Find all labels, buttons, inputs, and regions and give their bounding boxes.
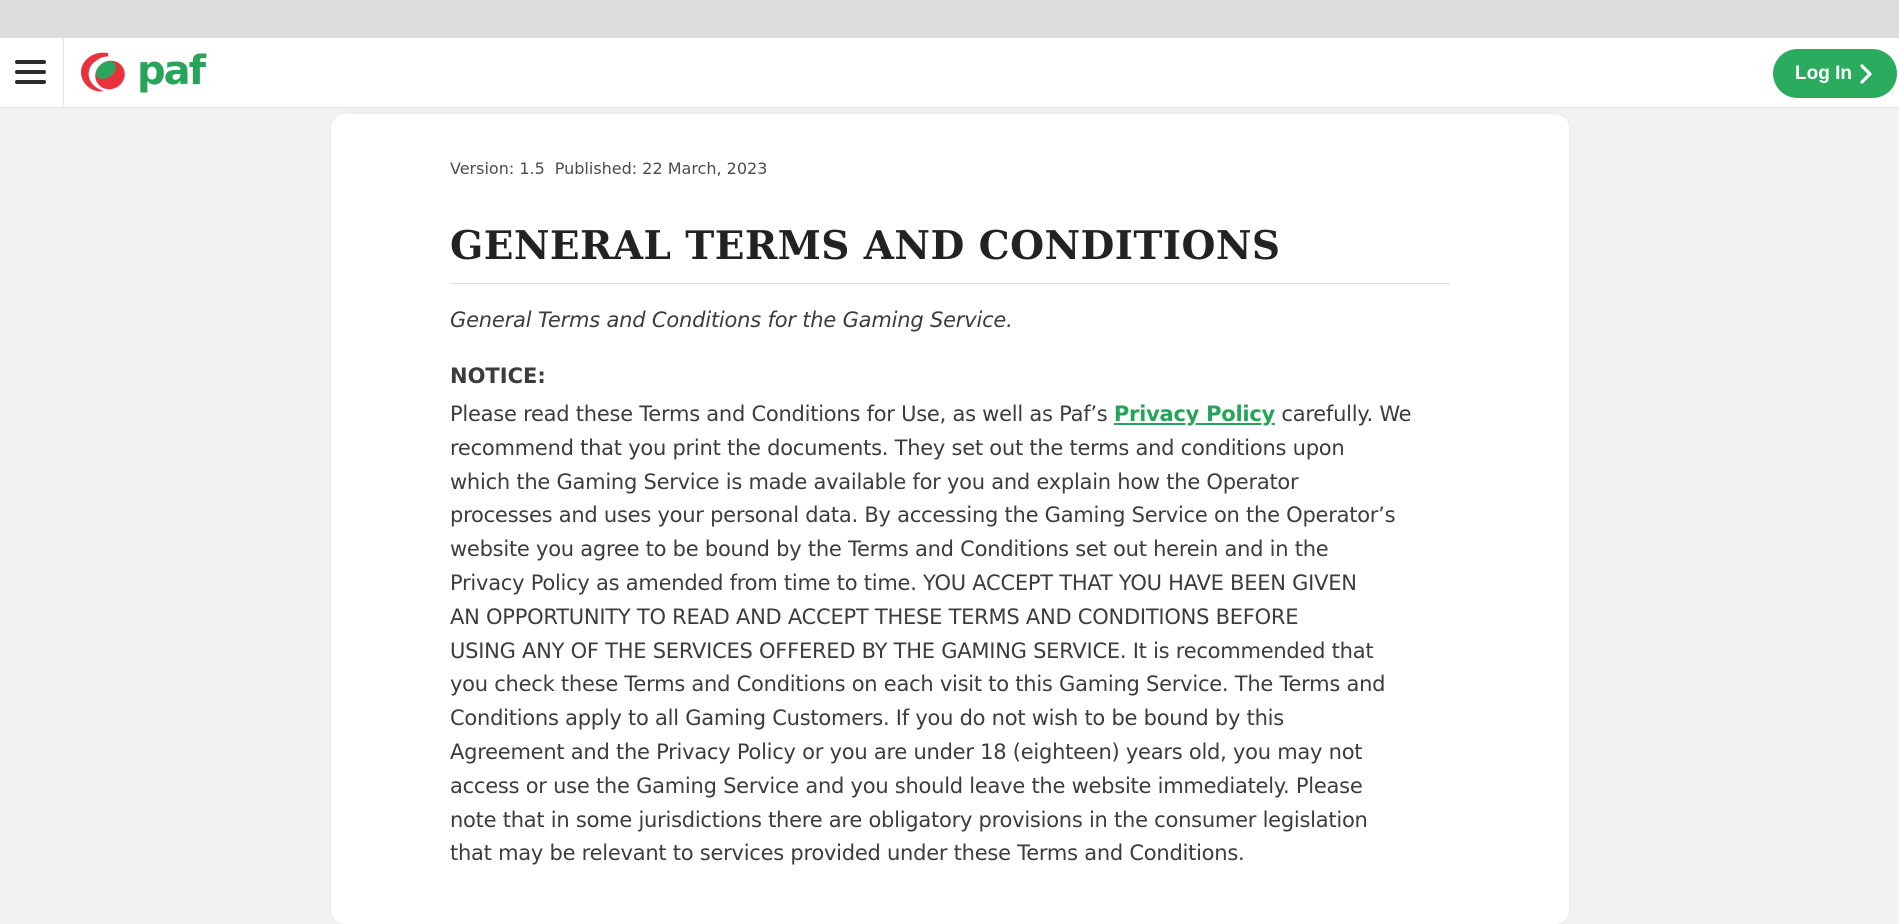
page-title: GENERAL TERMS AND CONDITIONS <box>450 223 1281 269</box>
version-label: Version: 1.5 <box>450 159 545 178</box>
notice-line: you check these Terms and Conditions on each visit to this Gaming Service. The Terms and <box>450 672 1386 697</box>
notice-line: Agreement and the Privacy Policy or you are under 18 (eighteen) years old, you may not <box>450 739 1363 764</box>
notice-line: processes and uses your personal data. By accessing the Gaming Service on the Operator’s <box>450 503 1396 528</box>
notice-line: that may be relevant to services provided under these Terms and Conditions. <box>450 841 1245 866</box>
notice-line: which the Gaming Service is made available for you and explain how the Operator <box>450 469 1299 494</box>
login-button[interactable] <box>1773 49 1897 98</box>
notice-line: recommend that you print the documents. They set out the terms and conditions upon <box>450 435 1345 460</box>
document-meta <box>450 159 767 178</box>
paf-logo[interactable] <box>78 48 208 98</box>
terms-card <box>331 114 1569 924</box>
published-date: Published: 22 March, 2023 <box>554 159 768 178</box>
site-header <box>0 38 1899 108</box>
notice-line: access or use the Gaming Service and you should leave the website immediately. Please <box>450 773 1363 798</box>
notice-heading: NOTICE: <box>450 364 546 388</box>
title-divider <box>450 283 1450 284</box>
notice-line: AN OPPORTUNITY TO READ AND ACCEPT THESE TERMS AND CONDITIONS BEFORE <box>450 604 1299 629</box>
notice-line: Conditions apply to all Gaming Customers. If you do not wish to be bound by this <box>450 706 1284 731</box>
notice-line <box>450 398 1412 432</box>
notice-line-text: carefully. We <box>1275 402 1412 426</box>
notice-line: note that in some jurisdictions there are obligatory provisions in the consumer legislation <box>450 807 1368 832</box>
privacy-policy-link[interactable]: Privacy Policy <box>1113 402 1275 426</box>
page-subtitle: General Terms and Conditions for the Gaming Service. <box>450 308 1013 332</box>
notice-line: website you agree to be bound by the Terms and Conditions set out herein and in the <box>450 537 1329 562</box>
hamburger-menu-button[interactable] <box>0 38 64 108</box>
notice-line: Privacy Policy as amended from time to time. YOU ACCEPT THAT YOU HAVE BEEN GIVEN <box>450 570 1357 595</box>
notice-body <box>450 398 1412 871</box>
notice-line-text: Please read these Terms and Conditions for Use, as well as Paf’s <box>450 402 1114 426</box>
paf-logo-mark-icon <box>78 48 136 98</box>
chevron-right-icon <box>1859 63 1873 85</box>
logo-wordmark: paf <box>137 48 205 94</box>
login-button-label: Log In <box>1795 63 1852 84</box>
notice-line: USING ANY OF THE SERVICES OFFERED BY THE GAMING SERVICE. It is recommended that <box>450 638 1374 663</box>
browser-top-strip <box>0 0 1899 38</box>
